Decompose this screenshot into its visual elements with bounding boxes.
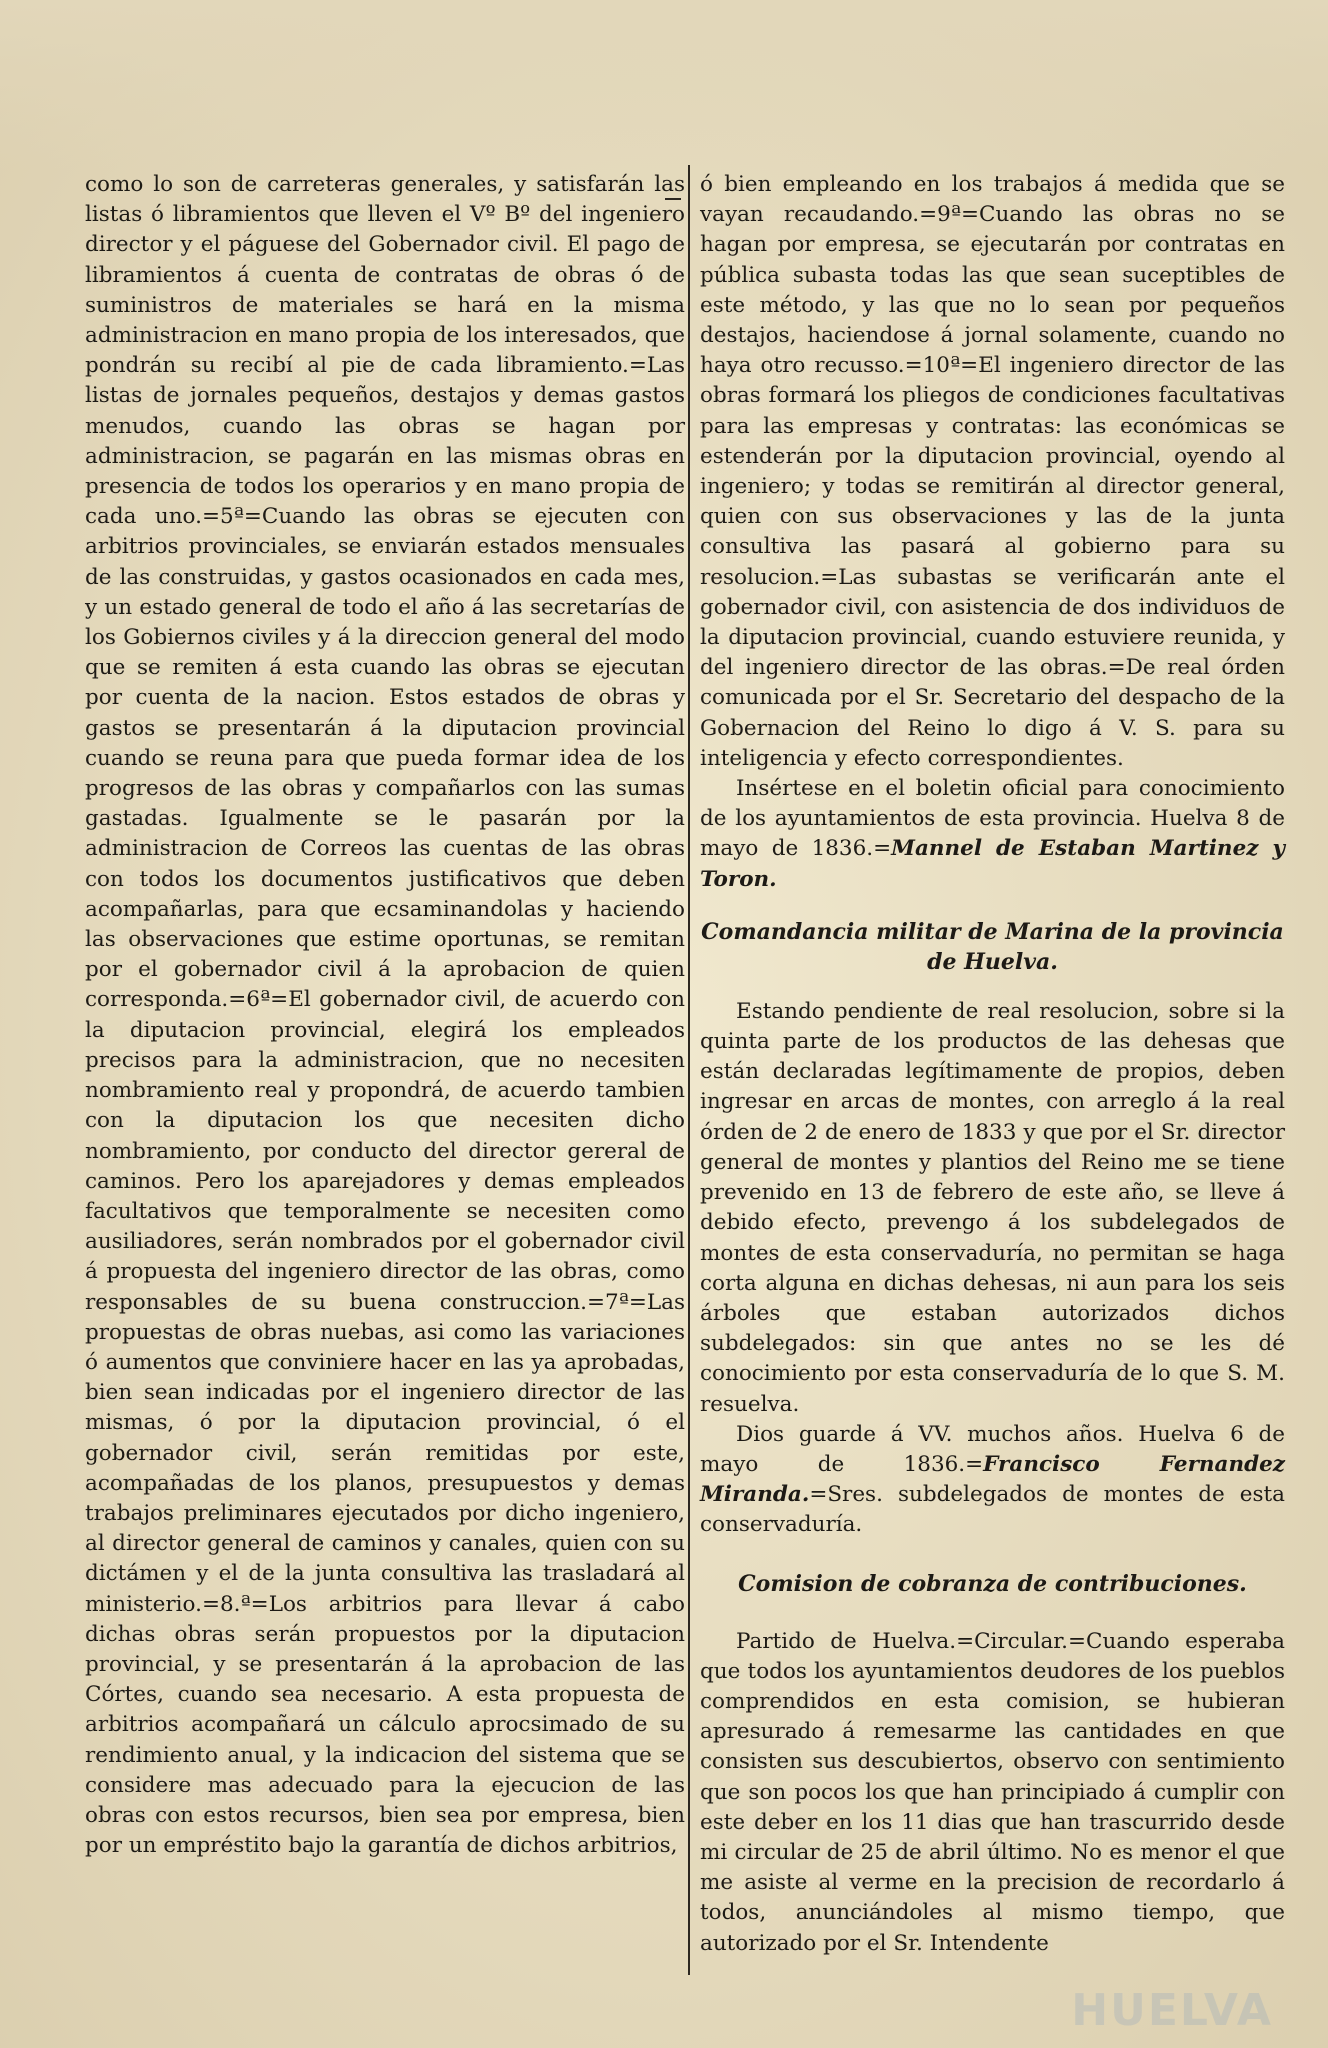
insertese-paragraph	[700, 774, 1285, 895]
circular-paragraph: Partido de Huelva.=Circular.=Cuando esperaba que todos los ayuntamientos deudores de los pueblos comprendidos en esta comision, se hubieran apresurado á remesarme las cantidades en que consisten sus descubiertos, observo con sentimiento que son pocos los que han principiado á cumplir con este deber en los 11 dias que han trascurrido desde mi circular de 25 de abril último. No es menor el que me asiste al verme en la precision de recordarlo á todos, anunciándoles al mismo tiempo, que autorizado por el Sr. Intendente	[700, 1628, 1285, 1956]
signature-estaban: Mannel de Estaban Martinez y Toron.	[700, 836, 1285, 892]
signature-fernandez-miranda: Francisco Fernandez Miranda.	[700, 1451, 1286, 1508]
decree-continuation-paragraph: como lo son de carreteras generales, y satisfarán las listas ó libramientos que lleven el Vº Bº del ingeniero director y el páguese del Gobernador civil. El pago de libramientos á cuenta de contratas de obras ó de suministros de materiales se hará en la misma administracion en mano propia de los interesados, que pondrán su recibí al pie de cada libramiento.=Las listas de jornales pequeños, destajos y demas gastos menudos, cuando las obras se hagan por administracion, se pagarán en las mismas obras en presencia de todos los operarios y en mano propia de cada uno.=5ª=Cuando las obras se ejecuten con arbitrios provinciales, se enviarán estados mensuales de las construidas, y gastos ocasionados en cada mes, y un estado general de todo el año á las secretarías de los Gobiernos civiles y á la direccion general del modo que se remiten á esta cuando las obras se ejecutan por cuenta de la nacion. Estos estados de obras y gastos se presentarán á la diputacion provincial cuando se reuna para que pueda formar idea de los progresos de las obras y compañarlos con las sumas gastadas. Igualmente se le pasarán por la administracion de Correos las cuentas de las obras con todos los documentos justificativos que deben acompañarlas, para que ecsaminandolas y haciendo las observaciones que estime oportunas, se remitan por el gobernador civil á la aprobacion de quien corresponda.=6ª=El gobernador civil, de acuerdo con la diputacion provincial, elegirá los empleados precisos para la administracion, que no necesiten nombramiento real y propondrá, de acuerdo tambien con la diputacion los que necesiten dicho nombramiento, por conducto del director gereral de caminos. Pero los aparejadores y demas empleados facultativos que temporalmente se necesiten como ausiliadores, serán nombrados por el gobernador civil á propuesta del ingeniero director de las obras, como responsables de su buena construccion.=7ª=Las propuestas de obras nuebas, asi como las variaciones ó aumentos que conviniere hacer en las ya aprobadas, bien sean indicadas por el ingeniero director de las mismas, ó por la diputacion provincial, ó el gobernador civil, serán remitidas por este, acompañadas de los planos, presupuestos y demas trabajos preliminares ejecutados por dicho ingeniero, al director general de caminos y canales, quien con su dictámen y el de la junta consultiva las trasladará al ministerio.=8.ª=Los arbitrios para llevar á cabo dichas obras serán propuestos por la diputacion provincial, y se presentarán á la aprobacion de las Córtes, cuando sea necesario. A esta propuesta de arbitrios acompañará un cálculo aprocsimado de su rendimiento anual, y la indicacion del sistema que se considere mas adecuado para la ejecucion de las obras con estos recursos, bien sea por empresa, bien por un empréstito bajo la garantía de dichos arbitrios,	[85, 172, 685, 1859]
bleed-through-area	[0, 0, 1328, 170]
column-divider	[688, 165, 690, 1975]
heading-comision-cobranza: Comision de cobranza de contribuciones.	[738, 1570, 1247, 1597]
decree-continuation-right: ó bien empleando en los trabajos á medida que se vayan recaudando.=9ª=Cuando las obras no se hagan por empresa, se ejecutarán por contratas en pública subasta todas las que sean suceptibles de este método, y las que no lo sean por pequeños destajos, haciendose á jornal solamente, cuando no haya otro recusso.=10ª=El ingeniero director de las obras formará los pliegos de condiciones facultativas para las empresas y contratas: las económicas se estenderán por la diputacion provincial, oyendo al ingeniero; y todas se remitirán al director general, quien con sus observaciones y las de la junta consultiva las pasará al gobierno para su resolucion.=Las subastas se verificarán ante el gobernador civil, con asistencia de dos individuos de la diputacion provincial, cuando estuviere reunida, y del ingeniero director de las obras.=De real órden comunicada por el Sr. Secretario del despacho de la Gobernacion del Reino lo digo á V. S. para su inteligencia y efecto correspondientes.	[700, 172, 1285, 771]
huelva-watermark: HUELVA	[1071, 1985, 1273, 2036]
dios-guarde-paragraph	[700, 1420, 1285, 1541]
left-column	[85, 170, 685, 2018]
addressee-text: =Sres. subdelegados de montes de esta conservaduría.	[700, 1482, 1285, 1538]
insertese-text: Insértese en el boletin oficial para conocimiento de los ayuntamientos de esta provincia. Huelva 8 de mayo de 1836.=	[700, 776, 1285, 862]
heading-comandancia-marina: Comandancia militar de Marina de la provincia de Huelva.	[701, 918, 1284, 975]
right-column	[700, 170, 1285, 2018]
dios-guarde-text: Dios guarde á VV. muchos años. Huelva 6 de mayo de 1836.=	[700, 1421, 1285, 1477]
column-mark	[665, 198, 681, 206]
marina-paragraph: Estando pendiente de real resolucion, sobre si la quinta parte de los productos de las dehesas que están declaradas legítimamente de propios, deben ingresar en arcas de montes, con arreglo á la real órden de 2 de enero de 1833 y que por el Sr. director general de montes y plantios del Reino me se tiene prevenido en 13 de febrero de este año, se lleve á debido efecto, prevengo á los subdelegados de montes de esta conservaduría, no permitan se haga corta alguna en dichas dehesas, ni aun para los seis árboles que estaban autorizados dichos subdelegados: sin que antes no se les dé conocimiento por esta conservaduría de lo que S. M. resuelva.	[700, 998, 1285, 1417]
